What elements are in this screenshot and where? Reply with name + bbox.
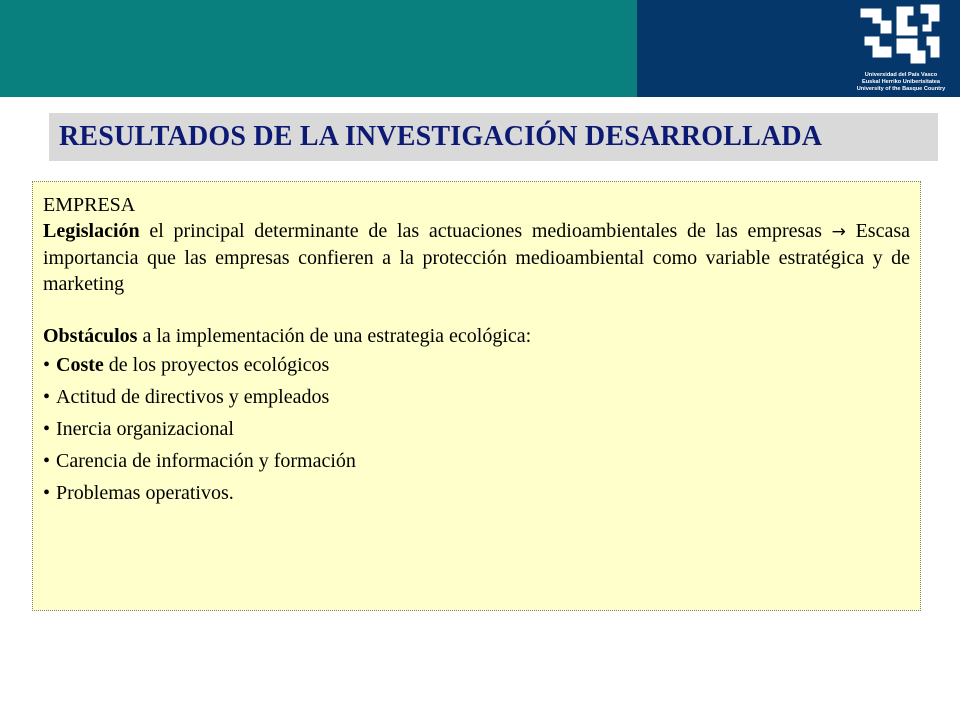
- list-item-text: Problemas operativos.: [56, 482, 234, 504]
- legislation-text-2: Escasa importancia que las empresas confieren a la protección medioambiental como variable estratégica y de marketing: [43, 220, 910, 295]
- university-logo: [842, 2, 960, 96]
- logo-line-3: University of the Basque Country: [856, 86, 946, 92]
- bullet-icon: •: [43, 450, 51, 472]
- obstacles-paragraph: [43, 323, 910, 349]
- bullet-icon: •: [43, 386, 51, 408]
- list-item: [43, 413, 910, 445]
- content-box: [32, 181, 921, 611]
- list-item-bold: Coste: [56, 354, 104, 376]
- list-item: [43, 477, 910, 509]
- obstacles-list: [43, 349, 910, 509]
- bullet-icon: •: [43, 482, 51, 504]
- logo-line-1: Universidad del País Vasco: [864, 72, 938, 78]
- spacer: [43, 297, 910, 323]
- slide-title: RESULTADOS DE LA INVESTIGACIÓN DESARROLLADA: [59, 121, 823, 152]
- header-band-teal: [0, 0, 637, 97]
- legislation-paragraph: [43, 218, 910, 297]
- right-arrow-icon: →: [831, 222, 846, 242]
- section-heading: EMPRESA: [43, 194, 136, 216]
- title-bar: [49, 113, 938, 161]
- list-item: [43, 349, 910, 381]
- legislation-term: Legislación: [43, 220, 140, 242]
- obstacles-term: Obstáculos: [43, 325, 138, 347]
- list-item: [43, 381, 910, 413]
- list-item-text: de los proyectos ecológicos: [103, 354, 330, 376]
- logo-line-2: Euskal Herriko Unibertsitatea: [861, 79, 941, 85]
- list-item-text: Inercia organizacional: [56, 418, 234, 440]
- list-item-text: Actitud de directivos y empleados: [56, 386, 330, 408]
- bullet-icon: •: [43, 418, 51, 440]
- obstacles-text: a la implementación de una estrategia ecológica:: [137, 325, 532, 347]
- legislation-text-1: el principal determinante de las actuaciones medioambientales de las empresas: [139, 220, 832, 242]
- bullet-icon: •: [43, 354, 51, 376]
- list-item-text: Carencia de información y formación: [56, 450, 356, 472]
- list-item: [43, 445, 910, 477]
- upv-ehu-logo-icon: [856, 2, 946, 70]
- logo-caption: [842, 72, 960, 93]
